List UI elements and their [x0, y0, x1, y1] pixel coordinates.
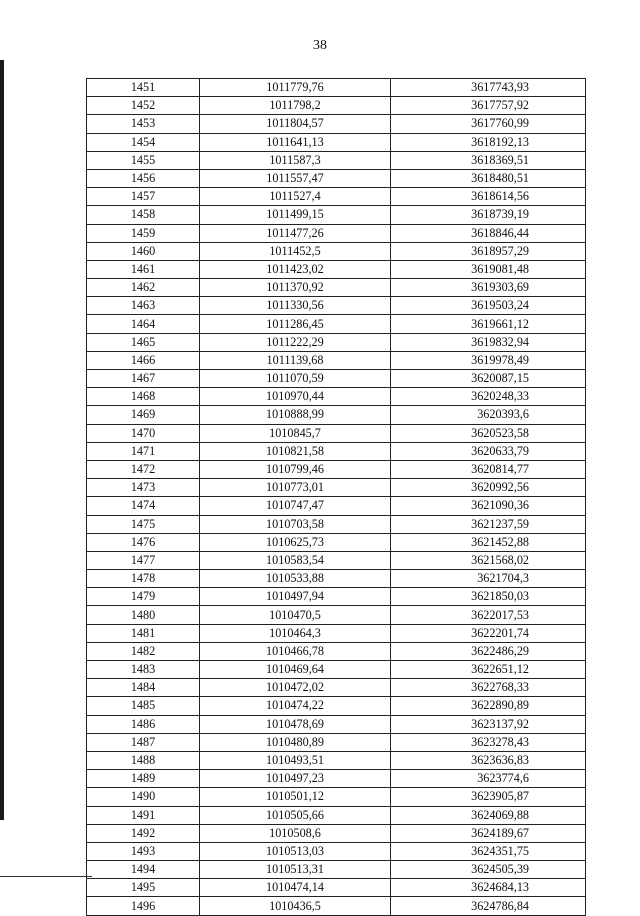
point-number-cell: 1472 [87, 460, 200, 478]
y-coordinate-cell: 3619503,24 [391, 297, 586, 315]
y-coordinate-cell: 3620523,58 [391, 424, 586, 442]
y-coordinate-cell: 3621568,02 [391, 551, 586, 569]
x-coordinate-cell: 1010533,88 [200, 570, 391, 588]
point-number-cell: 1459 [87, 224, 200, 242]
point-number-cell: 1467 [87, 370, 200, 388]
x-coordinate-cell: 1010470,5 [200, 606, 391, 624]
point-number-cell: 1471 [87, 442, 200, 460]
point-number-cell: 1485 [87, 697, 200, 715]
table-row [87, 515, 586, 533]
y-coordinate-cell: 3623137,92 [391, 715, 586, 733]
x-coordinate-cell: 1011804,57 [200, 115, 391, 133]
table-row [87, 533, 586, 551]
x-coordinate-cell: 1010513,03 [200, 842, 391, 860]
table-row [87, 79, 586, 97]
point-number-cell: 1462 [87, 279, 200, 297]
point-number-cell: 1487 [87, 733, 200, 751]
y-coordinate-cell: 3618480,51 [391, 169, 586, 187]
point-number-cell: 1476 [87, 533, 200, 551]
y-coordinate-cell: 3621704,3 [391, 570, 586, 588]
table-row [87, 642, 586, 660]
y-coordinate-cell: 3624786,84 [391, 897, 586, 915]
table-row [87, 879, 586, 897]
x-coordinate-cell: 1011370,92 [200, 279, 391, 297]
point-number-cell: 1490 [87, 788, 200, 806]
y-coordinate-cell: 3619081,48 [391, 260, 586, 278]
y-coordinate-cell: 3618739,19 [391, 206, 586, 224]
x-coordinate-cell: 1010513,31 [200, 861, 391, 879]
y-coordinate-cell: 3624189,67 [391, 824, 586, 842]
y-coordinate-cell: 3619978,49 [391, 351, 586, 369]
point-number-cell: 1469 [87, 406, 200, 424]
y-coordinate-cell: 3618957,29 [391, 242, 586, 260]
point-number-cell: 1455 [87, 151, 200, 169]
x-coordinate-cell: 1010970,44 [200, 388, 391, 406]
y-coordinate-cell: 3623636,83 [391, 751, 586, 769]
y-coordinate-cell: 3618846,44 [391, 224, 586, 242]
y-coordinate-cell: 3624505,39 [391, 861, 586, 879]
table-row [87, 297, 586, 315]
table-row [87, 97, 586, 115]
x-coordinate-cell: 1011527,4 [200, 188, 391, 206]
point-number-cell: 1465 [87, 333, 200, 351]
point-number-cell: 1463 [87, 297, 200, 315]
point-number-cell: 1464 [87, 315, 200, 333]
table-row [87, 588, 586, 606]
table-row [87, 333, 586, 351]
point-number-cell: 1495 [87, 879, 200, 897]
x-coordinate-cell: 1010799,46 [200, 460, 391, 478]
scan-edge-mark [0, 60, 4, 820]
y-coordinate-cell: 3620393,6 [391, 406, 586, 424]
y-coordinate-cell: 3624684,13 [391, 879, 586, 897]
y-coordinate-cell: 3621850,03 [391, 588, 586, 606]
y-coordinate-cell: 3624351,75 [391, 842, 586, 860]
point-number-cell: 1482 [87, 642, 200, 660]
table-row [87, 861, 586, 879]
y-coordinate-cell: 3617743,93 [391, 79, 586, 97]
table-row [87, 697, 586, 715]
y-coordinate-cell: 3623278,43 [391, 733, 586, 751]
table-row [87, 188, 586, 206]
point-number-cell: 1453 [87, 115, 200, 133]
x-coordinate-cell: 1011798,2 [200, 97, 391, 115]
point-number-cell: 1458 [87, 206, 200, 224]
table-row [87, 370, 586, 388]
x-coordinate-cell: 1011330,56 [200, 297, 391, 315]
table-row [87, 424, 586, 442]
x-coordinate-cell: 1010845,7 [200, 424, 391, 442]
y-coordinate-cell: 3620633,79 [391, 442, 586, 460]
table-row [87, 351, 586, 369]
table-row [87, 242, 586, 260]
point-number-cell: 1486 [87, 715, 200, 733]
table-row [87, 115, 586, 133]
point-number-cell: 1457 [87, 188, 200, 206]
point-number-cell: 1468 [87, 388, 200, 406]
x-coordinate-cell: 1010478,69 [200, 715, 391, 733]
table-row [87, 551, 586, 569]
x-coordinate-cell: 1011779,76 [200, 79, 391, 97]
y-coordinate-cell: 3622768,33 [391, 679, 586, 697]
y-coordinate-cell: 3624069,88 [391, 806, 586, 824]
table-row [87, 733, 586, 751]
x-coordinate-cell: 1011070,59 [200, 370, 391, 388]
x-coordinate-cell: 1011423,02 [200, 260, 391, 278]
table-row [87, 497, 586, 515]
y-coordinate-cell: 3617757,92 [391, 97, 586, 115]
table-row [87, 788, 586, 806]
table-row [87, 570, 586, 588]
point-number-cell: 1494 [87, 861, 200, 879]
y-coordinate-cell: 3620248,33 [391, 388, 586, 406]
point-number-cell: 1488 [87, 751, 200, 769]
x-coordinate-cell: 1010888,99 [200, 406, 391, 424]
table-row [87, 679, 586, 697]
point-number-cell: 1456 [87, 169, 200, 187]
point-number-cell: 1452 [87, 97, 200, 115]
y-coordinate-cell: 3619832,94 [391, 333, 586, 351]
x-coordinate-cell: 1010464,3 [200, 624, 391, 642]
table-row [87, 624, 586, 642]
point-number-cell: 1491 [87, 806, 200, 824]
x-coordinate-cell: 1011499,15 [200, 206, 391, 224]
table-row [87, 279, 586, 297]
table-row [87, 770, 586, 788]
table-row [87, 661, 586, 679]
x-coordinate-cell: 1010474,22 [200, 697, 391, 715]
x-coordinate-cell: 1010583,54 [200, 551, 391, 569]
x-coordinate-cell: 1010508,6 [200, 824, 391, 842]
table-row [87, 479, 586, 497]
y-coordinate-cell: 3621237,59 [391, 515, 586, 533]
x-coordinate-cell: 1010480,89 [200, 733, 391, 751]
y-coordinate-cell: 3620814,77 [391, 460, 586, 478]
table-row [87, 715, 586, 733]
table-row [87, 206, 586, 224]
point-number-cell: 1470 [87, 424, 200, 442]
x-coordinate-cell: 1010501,12 [200, 788, 391, 806]
table-row [87, 151, 586, 169]
point-number-cell: 1481 [87, 624, 200, 642]
x-coordinate-cell: 1010747,47 [200, 497, 391, 515]
x-coordinate-cell: 1010474,14 [200, 879, 391, 897]
table-row [87, 806, 586, 824]
x-coordinate-cell: 1011587,3 [200, 151, 391, 169]
point-number-cell: 1480 [87, 606, 200, 624]
point-number-cell: 1454 [87, 133, 200, 151]
table-row [87, 442, 586, 460]
point-number-cell: 1484 [87, 679, 200, 697]
page-number: 38 [313, 38, 327, 53]
y-coordinate-cell: 3618369,51 [391, 151, 586, 169]
table-row [87, 406, 586, 424]
y-coordinate-cell: 3617760,99 [391, 115, 586, 133]
y-coordinate-cell: 3618614,56 [391, 188, 586, 206]
y-coordinate-cell: 3620992,56 [391, 479, 586, 497]
point-number-cell: 1466 [87, 351, 200, 369]
x-coordinate-cell: 1010472,02 [200, 679, 391, 697]
coordinates-table-body [87, 79, 586, 916]
x-coordinate-cell: 1010497,23 [200, 770, 391, 788]
x-coordinate-cell: 1010493,51 [200, 751, 391, 769]
x-coordinate-cell: 1010821,58 [200, 442, 391, 460]
table-row [87, 388, 586, 406]
coordinates-table [86, 78, 586, 916]
y-coordinate-cell: 3622017,53 [391, 606, 586, 624]
x-coordinate-cell: 1010773,01 [200, 479, 391, 497]
point-number-cell: 1496 [87, 897, 200, 915]
x-coordinate-cell: 1011452,5 [200, 242, 391, 260]
x-coordinate-cell: 1011286,45 [200, 315, 391, 333]
point-number-cell: 1460 [87, 242, 200, 260]
y-coordinate-cell: 3619661,12 [391, 315, 586, 333]
table-row [87, 751, 586, 769]
x-coordinate-cell: 1010469,64 [200, 661, 391, 679]
point-number-cell: 1479 [87, 588, 200, 606]
y-coordinate-cell: 3619303,69 [391, 279, 586, 297]
y-coordinate-cell: 3620087,15 [391, 370, 586, 388]
table-row [87, 842, 586, 860]
point-number-cell: 1478 [87, 570, 200, 588]
point-number-cell: 1475 [87, 515, 200, 533]
y-coordinate-cell: 3618192,13 [391, 133, 586, 151]
y-coordinate-cell: 3623774,6 [391, 770, 586, 788]
y-coordinate-cell: 3622651,12 [391, 661, 586, 679]
point-number-cell: 1474 [87, 497, 200, 515]
x-coordinate-cell: 1011557,47 [200, 169, 391, 187]
x-coordinate-cell: 1011477,26 [200, 224, 391, 242]
point-number-cell: 1451 [87, 79, 200, 97]
table-row [87, 897, 586, 915]
point-number-cell: 1492 [87, 824, 200, 842]
x-coordinate-cell: 1010436,5 [200, 897, 391, 915]
scan-bottom-line [0, 876, 92, 877]
x-coordinate-cell: 1010497,94 [200, 588, 391, 606]
point-number-cell: 1473 [87, 479, 200, 497]
x-coordinate-cell: 1010625,73 [200, 533, 391, 551]
y-coordinate-cell: 3621090,36 [391, 497, 586, 515]
point-number-cell: 1483 [87, 661, 200, 679]
point-number-cell: 1477 [87, 551, 200, 569]
table-row [87, 606, 586, 624]
table-row [87, 315, 586, 333]
table-row [87, 260, 586, 278]
y-coordinate-cell: 3622201,74 [391, 624, 586, 642]
table-row [87, 224, 586, 242]
point-number-cell: 1493 [87, 842, 200, 860]
x-coordinate-cell: 1011222,29 [200, 333, 391, 351]
table-row [87, 460, 586, 478]
y-coordinate-cell: 3621452,88 [391, 533, 586, 551]
y-coordinate-cell: 3622890,89 [391, 697, 586, 715]
x-coordinate-cell: 1010505,66 [200, 806, 391, 824]
y-coordinate-cell: 3622486,29 [391, 642, 586, 660]
table-row [87, 169, 586, 187]
x-coordinate-cell: 1010703,58 [200, 515, 391, 533]
x-coordinate-cell: 1011641,13 [200, 133, 391, 151]
x-coordinate-cell: 1011139,68 [200, 351, 391, 369]
point-number-cell: 1489 [87, 770, 200, 788]
table-row [87, 824, 586, 842]
x-coordinate-cell: 1010466,78 [200, 642, 391, 660]
point-number-cell: 1461 [87, 260, 200, 278]
y-coordinate-cell: 3623905,87 [391, 788, 586, 806]
table-row [87, 133, 586, 151]
